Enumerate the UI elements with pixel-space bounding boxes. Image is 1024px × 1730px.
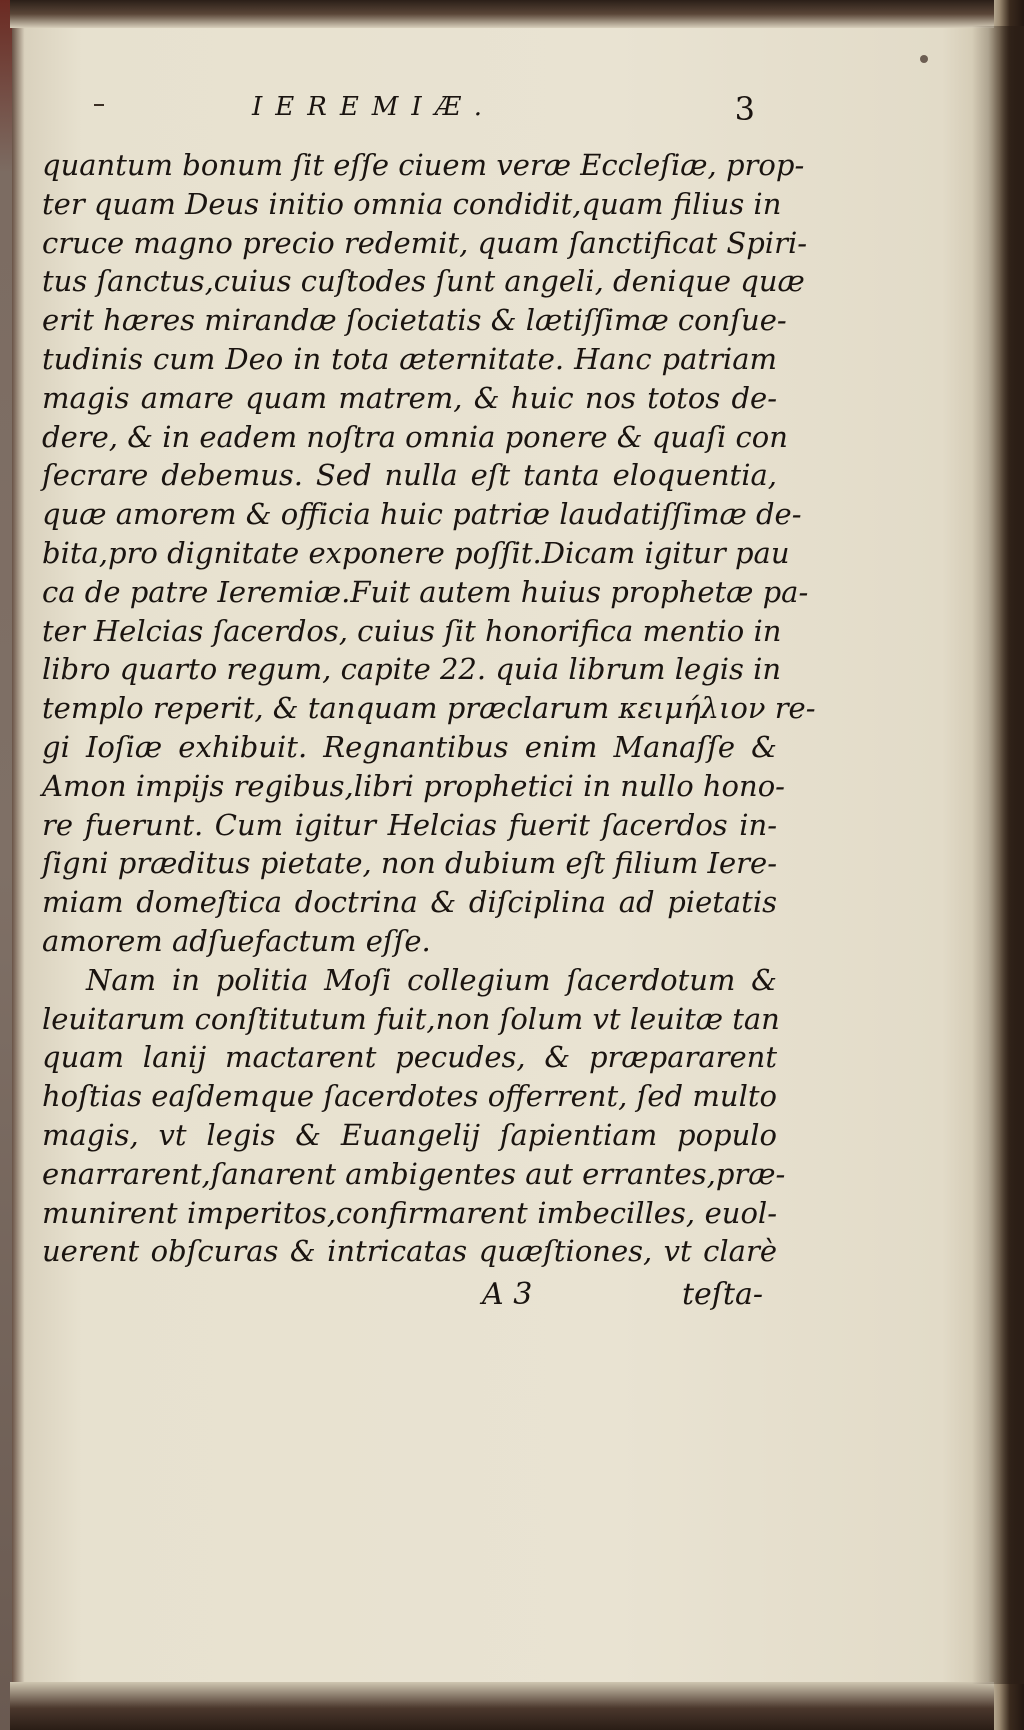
text-line: cruce magno precio redemit, quam ſanctificat Spiri- <box>42 225 808 260</box>
header-dash-mark <box>94 104 104 106</box>
page-number: 3 <box>734 90 755 128</box>
text-line: miam domeſtica doctrina & diſciplina ad pietatis <box>42 885 777 920</box>
running-head <box>42 92 777 140</box>
text-block <box>42 90 816 1321</box>
text-line: amorem adſuefactum eſſe. <box>42 923 431 958</box>
text-line: ter quam Deus initio omnia condidit,quam filius in <box>42 186 782 221</box>
text-line: erit hæres mirandæ ſocietatis & lætiſſimæ conſue- <box>42 303 787 338</box>
paragraph-1 <box>42 146 816 961</box>
text-line: magis, vt legis & Euangelij ſapientiam populo <box>42 1117 777 1152</box>
binding-edge <box>0 0 12 1730</box>
text-line: magis amare quam matrem, & huic nos totos de- <box>42 380 777 415</box>
text-line: libro quarto regum, capite 22. quia librum legis in <box>42 652 782 687</box>
text-line: quantum bonum ſit eſſe ciuem veræ Eccleſiæ, prop- <box>42 148 805 182</box>
text-line: bita,pro dignitate exponere poſſit.Dicam igitur pau <box>42 535 790 570</box>
text-line: gi Ioſiæ exhibuit. Regnantibus enim Manaſſe & <box>42 729 777 764</box>
text-line: munirent imperitos,confirmarent imbecilles, euol- <box>42 1195 777 1230</box>
text-line: re fuerunt. Cum igitur Helcias fuerit ſacerdos in- <box>42 807 777 842</box>
text-line: enarrarent,ſanarent ambigentes aut errantes,præ- <box>42 1156 786 1191</box>
text-line: uerent obſcuras & intricatas quæſtiones, vt clarè <box>42 1234 777 1269</box>
text-line: quam lanij mactarent pecudes, & præpararent <box>42 1040 777 1075</box>
page-top-edge <box>10 0 994 28</box>
page-footer <box>42 1277 777 1321</box>
running-title: IEREMIÆ. <box>252 92 495 122</box>
text-line: Nam in politia Moſi collegium ſacerdotum & <box>86 962 777 997</box>
page-right-edge-shadow <box>972 26 1024 1684</box>
catchword: teſta- <box>682 1277 763 1313</box>
text-line: tudinis cum Deo in tota æternitate. Hanc patriam <box>42 341 777 376</box>
text-line: ca de patre Ieremiæ.Fuit autem huius prophetæ pa- <box>42 574 809 609</box>
text-line: quæ amorem & officia huic patriæ laudatiſſimæ de- <box>42 497 802 532</box>
ink-spot <box>920 55 928 63</box>
page-bottom-edge <box>10 1682 994 1730</box>
text-line: leuitarum conſtitutum fuit,non ſolum vt leuitæ tan <box>42 1001 780 1036</box>
text-line: ter Helcias ſacerdos, cuius ſit honorifica mentio in <box>42 613 782 648</box>
paragraph-2 <box>42 961 786 1271</box>
text-line: ſigni præditus pietate, non dubium eſt filium Iere- <box>42 846 777 881</box>
text-line: templo reperit, & tanquam præclarum κειμήλιον re- <box>42 691 816 726</box>
text-line: dere, & in eadem noſtra omnia ponere & quaſi con <box>42 419 788 454</box>
text-line: ſecrare debemus. Sed nulla eſt tanta eloquentia, <box>42 458 777 493</box>
signature-mark: A 3 <box>482 1277 533 1313</box>
text-line: hoſtias eaſdemque ſacerdotes offerrent, ſed multo <box>42 1079 777 1114</box>
text-line: Amon impijs regibus,libri prophetici in nullo hono- <box>42 768 785 803</box>
text-line: tus ſanctus,cuius cuſtodes ſunt angeli, denique quæ <box>42 264 805 299</box>
